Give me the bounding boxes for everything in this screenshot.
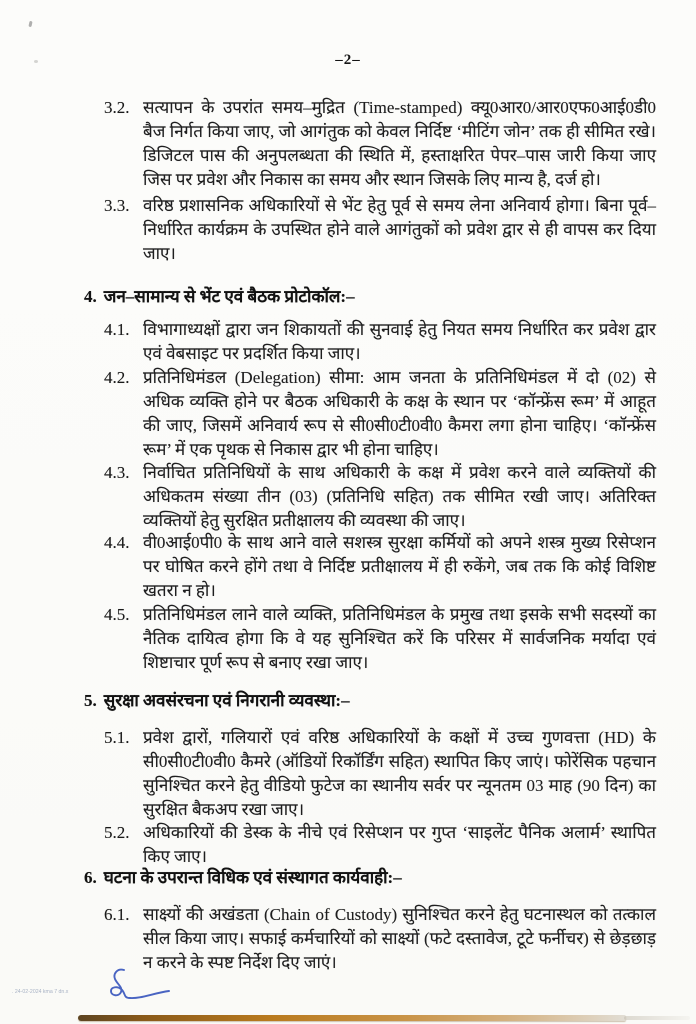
footer-file-note: . 24-02-2024 kma 7 dn.x xyxy=(12,989,69,995)
list-item-6-1 xyxy=(104,903,656,975)
item-number: 5.1. xyxy=(104,728,130,747)
item-text: प्रतिनिधिमंडल लाने वाले व्यक्ति, प्रतिनिधिमंडल के प्रमुख तथा इसके सभी सदस्यों का नैतिक दायित्व होगा कि वे यह सुनिश्चित करें कि परिसर में सार्वजनिक मर्यादा एवं शिष्टाचार पूर्ण रूप से बनाए रखा जाए। xyxy=(143,605,656,672)
list-item-4-3 xyxy=(104,461,656,533)
list-item-3-3 xyxy=(104,194,656,266)
item-text: निर्वाचित प्रतिनिधियों के साथ अधिकारी के कक्ष में प्रवेश करने वाले व्यक्तियों की अधिकतम संख्या तीन (03) (प्रतिनिधि सहित) तक सीमित रखी जाए। अतिरिक्त व्यक्तियों हेतु सुरक्षित प्रतीक्षालय की व्यवस्था की जाए। xyxy=(143,463,656,530)
item-number: 5.2. xyxy=(104,823,130,842)
page-number: –2– xyxy=(335,52,361,68)
item-text: वी0आई0पी0 के साथ आने वाले सशस्त्र सुरक्षा कर्मियों को अपने शस्त्र मुख्य रिसेप्शन पर घोषित करने होंगे तथा वे निर्दिष्ट प्रतीक्षालय में ही रुकेंगे, जब तक कि कोई विशिष्ट खतरा न हो। xyxy=(143,533,656,600)
item-number: 4.2. xyxy=(104,368,130,387)
item-text: प्रवेश द्वारों, गलियारों एवं वरिष्ठ अधिकारियों के कक्षों में उच्च गुणवत्ता (HD) के सी0सी0टी0वी0 कैमरे (ऑडियों रिकॉर्डिंग सहित) स्थापित किए जाएं। फोरेंसिक पहचान सुनिश्चित करने हेतु वीडियो फुटेज का स्थानीय सर्वर पर न्यूनतम 03 माह (90 दिन) का सुरक्षित बैकअप रखा जाए। xyxy=(143,728,656,819)
item-text: साक्ष्यों की अखंडता (Chain of Custody) सुनिश्चित करने हेतु घटनास्थल को तत्काल सील किया जाए। सफाई कर्मचारियों को साक्ष्यों (फटे दस्तावेज, टूटे फर्नीचर) से छेड़छाड़ न करने के स्पष्ट निर्देश दिए जाएं। xyxy=(143,905,656,972)
scan-bottom-edge xyxy=(78,1015,626,1021)
item-number: 3.2. xyxy=(104,98,130,117)
list-item-5-2 xyxy=(104,821,656,869)
item-number: 6.1. xyxy=(104,905,130,924)
list-item-5-1 xyxy=(104,726,656,822)
section-heading-4 xyxy=(84,286,656,308)
item-number: 4.4. xyxy=(104,533,130,552)
heading-title: सुरक्षा अवसंरचना एवं निगरानी व्यवस्था:– xyxy=(103,691,350,710)
signature-ink xyxy=(102,966,174,1004)
item-text: विभागाध्यक्षों द्वारा जन शिकायतों की सुनवाई हेतु नियत समय निर्धारित कर प्रवेश द्वार एवं वेबसाइट पर प्रदर्शित किया जाए। xyxy=(143,320,656,363)
heading-title: जन–सामान्य से भेंट एवं बैठक प्रोटोकॉल:– xyxy=(103,287,355,306)
item-number: 4.3. xyxy=(104,463,130,482)
item-text: वरिष्ठ प्रशासनिक अधिकारियों से भेंट हेतु पूर्व से समय लेना अनिवार्य होगा। बिना पूर्व–निर्धारित कार्यक्रम के उपस्थित होने वाले आगंतुकों को प्रवेश द्वार से ही वापस कर दिया जाए। xyxy=(143,196,656,263)
list-item-4-1 xyxy=(104,318,656,366)
heading-title: घटना के उपरान्त विधिक एवं संस्थागत कार्यवाही:– xyxy=(103,868,402,887)
item-text: सत्यापन के उपरांत समय–मुद्रित (Time-stamped) क्यू0आर0/आर0एफ0आई0डी0 बैज निर्गत किया जाए, जो आगंतुक को केवल निर्दिष्ट ‘मीटिंग जोन’ तक ही सीमित रखे। डिजिटल पास की अनुपलब्धता की स्थिति में, हस्ताक्षरित पेपर–पास जारी किया जाए जिस पर प्रवेश और निकास का समय और स्थान जिसके लिए मान्य है, दर्ज हो। xyxy=(143,98,656,189)
list-item-3-2 xyxy=(104,96,656,192)
section-heading-6 xyxy=(84,867,656,889)
list-item-4-2 xyxy=(104,366,656,462)
item-number: 3.3. xyxy=(104,196,130,215)
scan-speck xyxy=(28,21,32,27)
list-item-4-5 xyxy=(104,603,656,675)
item-text: अधिकारियों की डेस्क के नीचे एवं रिसेप्शन पर गुप्त ‘साइलेंट पैनिक अलार्म’ स्थापित किए जाए। xyxy=(143,823,656,866)
section-heading-5 xyxy=(84,690,656,712)
heading-number: 4. xyxy=(84,287,97,306)
scan-bottom-edge-faint xyxy=(624,1016,690,1020)
list-item-4-4 xyxy=(104,531,656,603)
item-text: प्रतिनिधिमंडल (Delegation) सीमा: आम जनता के प्रतिनिधिमंडल में दो (02) से अधिक व्यक्ति होने पर बैठक अधिकारी के कक्ष के स्थान पर ‘कॉन्फ्रेंस रूम’ में आहूत की जाए, जिसमें अनिवार्य रूप से सी0सी0टी0वी0 कैमरा लगा होना चाहिए। ‘कॉन्फ्रेंस रूम’ में एक पृथक से निकास द्वार भी होना चाहिए। xyxy=(143,368,656,459)
item-number: 4.5. xyxy=(104,605,130,624)
heading-number: 5. xyxy=(84,691,97,710)
heading-number: 6. xyxy=(84,868,97,887)
item-number: 4.1. xyxy=(104,320,130,339)
